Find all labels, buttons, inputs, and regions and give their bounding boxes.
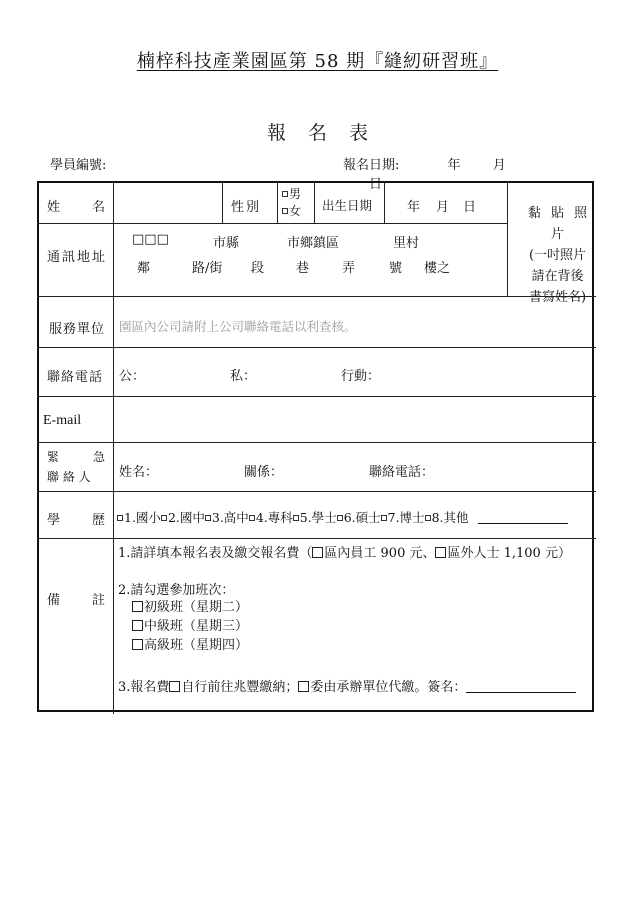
education-label-b: 歷: [91, 513, 105, 528]
education-option[interactable]: [205, 510, 249, 525]
row-divider: [39, 491, 596, 492]
education-checkbox[interactable]: [425, 515, 431, 521]
remark-1: [118, 542, 571, 561]
remark-3: [118, 676, 576, 695]
column-divider: [222, 183, 223, 223]
class-option-beginner[interactable]: [132, 598, 248, 617]
remark-3-agent: 委由承辦單位代繳。簽名：: [310, 680, 467, 695]
gender-options: [282, 186, 301, 220]
remark-1-outside: 區外人士 1,100 元）: [447, 546, 571, 561]
class-option-advanced[interactable]: [132, 636, 248, 655]
class-options: [132, 598, 248, 655]
education-option-label: 5.學士: [299, 510, 337, 525]
class-checkbox[interactable]: [132, 601, 143, 612]
remarks-label-b: 註: [91, 593, 105, 608]
education-option[interactable]: [381, 510, 425, 525]
education-label-a: 學: [47, 513, 61, 528]
education-checkbox[interactable]: [117, 515, 123, 521]
address-alley: 弄: [342, 261, 356, 276]
remark-3-prefix: 3.報名費: [118, 680, 170, 695]
gender-male-option[interactable]: [282, 186, 301, 203]
birth-year: 年: [407, 200, 421, 215]
education-option[interactable]: [425, 510, 469, 525]
address-city: 市縣: [213, 236, 240, 251]
email-input[interactable]: [114, 397, 595, 441]
employer-hint[interactable]: 園區內公司請附上公司聯絡電話以利查核。: [119, 319, 357, 334]
education-option-label: 6.碩士: [343, 510, 381, 525]
student-number-label: 學員編號:: [50, 158, 107, 173]
class-option-intermediate[interactable]: [132, 617, 248, 636]
fee-agent-checkbox[interactable]: [298, 681, 309, 692]
class-label: 高級班（星期四）: [144, 638, 249, 653]
address-road: 路/街: [192, 261, 223, 276]
address-postal-code[interactable]: □□□: [132, 232, 169, 247]
education-option[interactable]: [293, 510, 337, 525]
emergency-label-c: 聯 絡 人: [47, 470, 91, 484]
column-divider: [507, 183, 508, 296]
emergency-relation-label[interactable]: 關係：: [244, 465, 284, 480]
class-checkbox[interactable]: [132, 620, 143, 631]
education-option-label: 8.其他: [431, 510, 469, 525]
date-month: 月: [492, 158, 506, 173]
name-input[interactable]: [114, 184, 222, 222]
row-divider: [39, 223, 507, 224]
remark-1-inside: 區內員工 900 元、: [324, 546, 436, 561]
remark-2: 2.請勾選參加班次：: [118, 583, 235, 598]
education-label: [47, 509, 105, 528]
birth-month: 月: [436, 200, 450, 215]
education-options: [117, 508, 568, 526]
fee-outside-checkbox[interactable]: [435, 547, 446, 558]
registration-date-label: 報名日期:: [343, 158, 400, 173]
education-option-label: 2.國中: [167, 510, 205, 525]
name-label: [47, 196, 105, 215]
emergency-label-a: 緊: [47, 450, 60, 464]
employer-label: 服務單位: [49, 322, 106, 337]
class-label: 初級班（星期二）: [144, 600, 249, 615]
email-label: E-mail: [43, 413, 82, 428]
remark-1-prefix: 1.請詳填本報名表及繳交報名費（: [118, 546, 313, 561]
column-divider: [277, 183, 278, 223]
photo-line-2: (一吋照片: [528, 248, 587, 263]
name-label-a: 姓: [47, 200, 61, 215]
education-checkbox[interactable]: [337, 515, 343, 521]
remarks-label: [47, 589, 105, 608]
gender-male-checkbox[interactable]: [282, 191, 288, 197]
education-option[interactable]: [117, 510, 161, 525]
row-divider: [39, 538, 596, 539]
column-divider: [314, 183, 315, 223]
phone-mobile-label[interactable]: 行動：: [341, 369, 381, 384]
education-checkbox[interactable]: [381, 515, 387, 521]
address-label: 通訊地址: [47, 250, 108, 265]
date-year: 年: [447, 158, 461, 173]
birth-date-label: 出生日期: [322, 198, 373, 213]
date-day: 日: [369, 177, 383, 192]
row-divider: [39, 347, 596, 348]
remark-3-self: 自行前往兆豐繳納；: [181, 680, 299, 695]
education-checkbox[interactable]: [293, 515, 299, 521]
fee-self-checkbox[interactable]: [169, 681, 180, 692]
address-village: 里村: [393, 236, 420, 251]
education-checkbox[interactable]: [249, 515, 255, 521]
birth-day: 日: [463, 200, 477, 215]
fee-inside-checkbox[interactable]: [312, 547, 323, 558]
education-option[interactable]: [249, 510, 293, 525]
emergency-label-b: 急: [92, 450, 105, 464]
gender-female-checkbox[interactable]: [282, 208, 288, 214]
gender-label: 性別: [231, 200, 262, 215]
emergency-name-label[interactable]: 姓名：: [119, 465, 159, 480]
phone-label: 聯絡電話: [47, 370, 104, 385]
education-option-label: 7.博士: [387, 510, 425, 525]
photo-line-3: 請在背後: [531, 269, 584, 284]
education-option-label: 4.專科: [255, 510, 293, 525]
class-checkbox[interactable]: [132, 639, 143, 650]
address-section: 段: [251, 261, 265, 276]
address-lane: 巷: [296, 261, 310, 276]
remarks-label-a: 備: [47, 593, 61, 608]
form-title: 報名表: [266, 122, 390, 144]
education-checkbox[interactable]: [205, 515, 211, 521]
address-number: 號: [389, 261, 403, 276]
education-option[interactable]: [337, 510, 381, 525]
phone-home-label[interactable]: 私：: [230, 369, 257, 384]
column-divider: [113, 183, 114, 714]
emergency-contact-label: [47, 447, 105, 487]
address-neighborhood: 鄰: [137, 261, 151, 276]
photo-area[interactable]: [519, 203, 596, 308]
registration-form: [37, 181, 594, 712]
signature-line[interactable]: [466, 692, 576, 693]
address-floor: 樓之: [424, 261, 451, 276]
education-checkbox[interactable]: [161, 515, 167, 521]
gender-male-label: 男: [289, 187, 302, 201]
emergency-phone-label[interactable]: 聯絡電話：: [369, 465, 435, 480]
column-divider: [384, 183, 385, 223]
row-divider: [39, 442, 596, 443]
gender-female-label: 女: [289, 204, 302, 218]
education-option-label: 3.高中: [211, 510, 249, 525]
education-option-label: 1.國小: [124, 510, 161, 525]
document-title: 楠梓科技產業園區第 58 期『縫紉研習班』: [136, 51, 499, 72]
phone-office-label[interactable]: 公：: [119, 369, 146, 384]
gender-female-option[interactable]: [282, 203, 301, 220]
photo-line-1: 黏 貼 照 片: [527, 206, 588, 242]
photo-line-4: 書寫姓名): [528, 290, 587, 305]
row-divider: [39, 296, 596, 297]
education-option[interactable]: [161, 510, 205, 525]
address-district: 市鄉鎮區: [287, 236, 340, 251]
class-label: 中級班（星期三）: [144, 619, 249, 634]
education-other-line[interactable]: [478, 523, 568, 524]
name-label-b: 名: [91, 200, 105, 215]
